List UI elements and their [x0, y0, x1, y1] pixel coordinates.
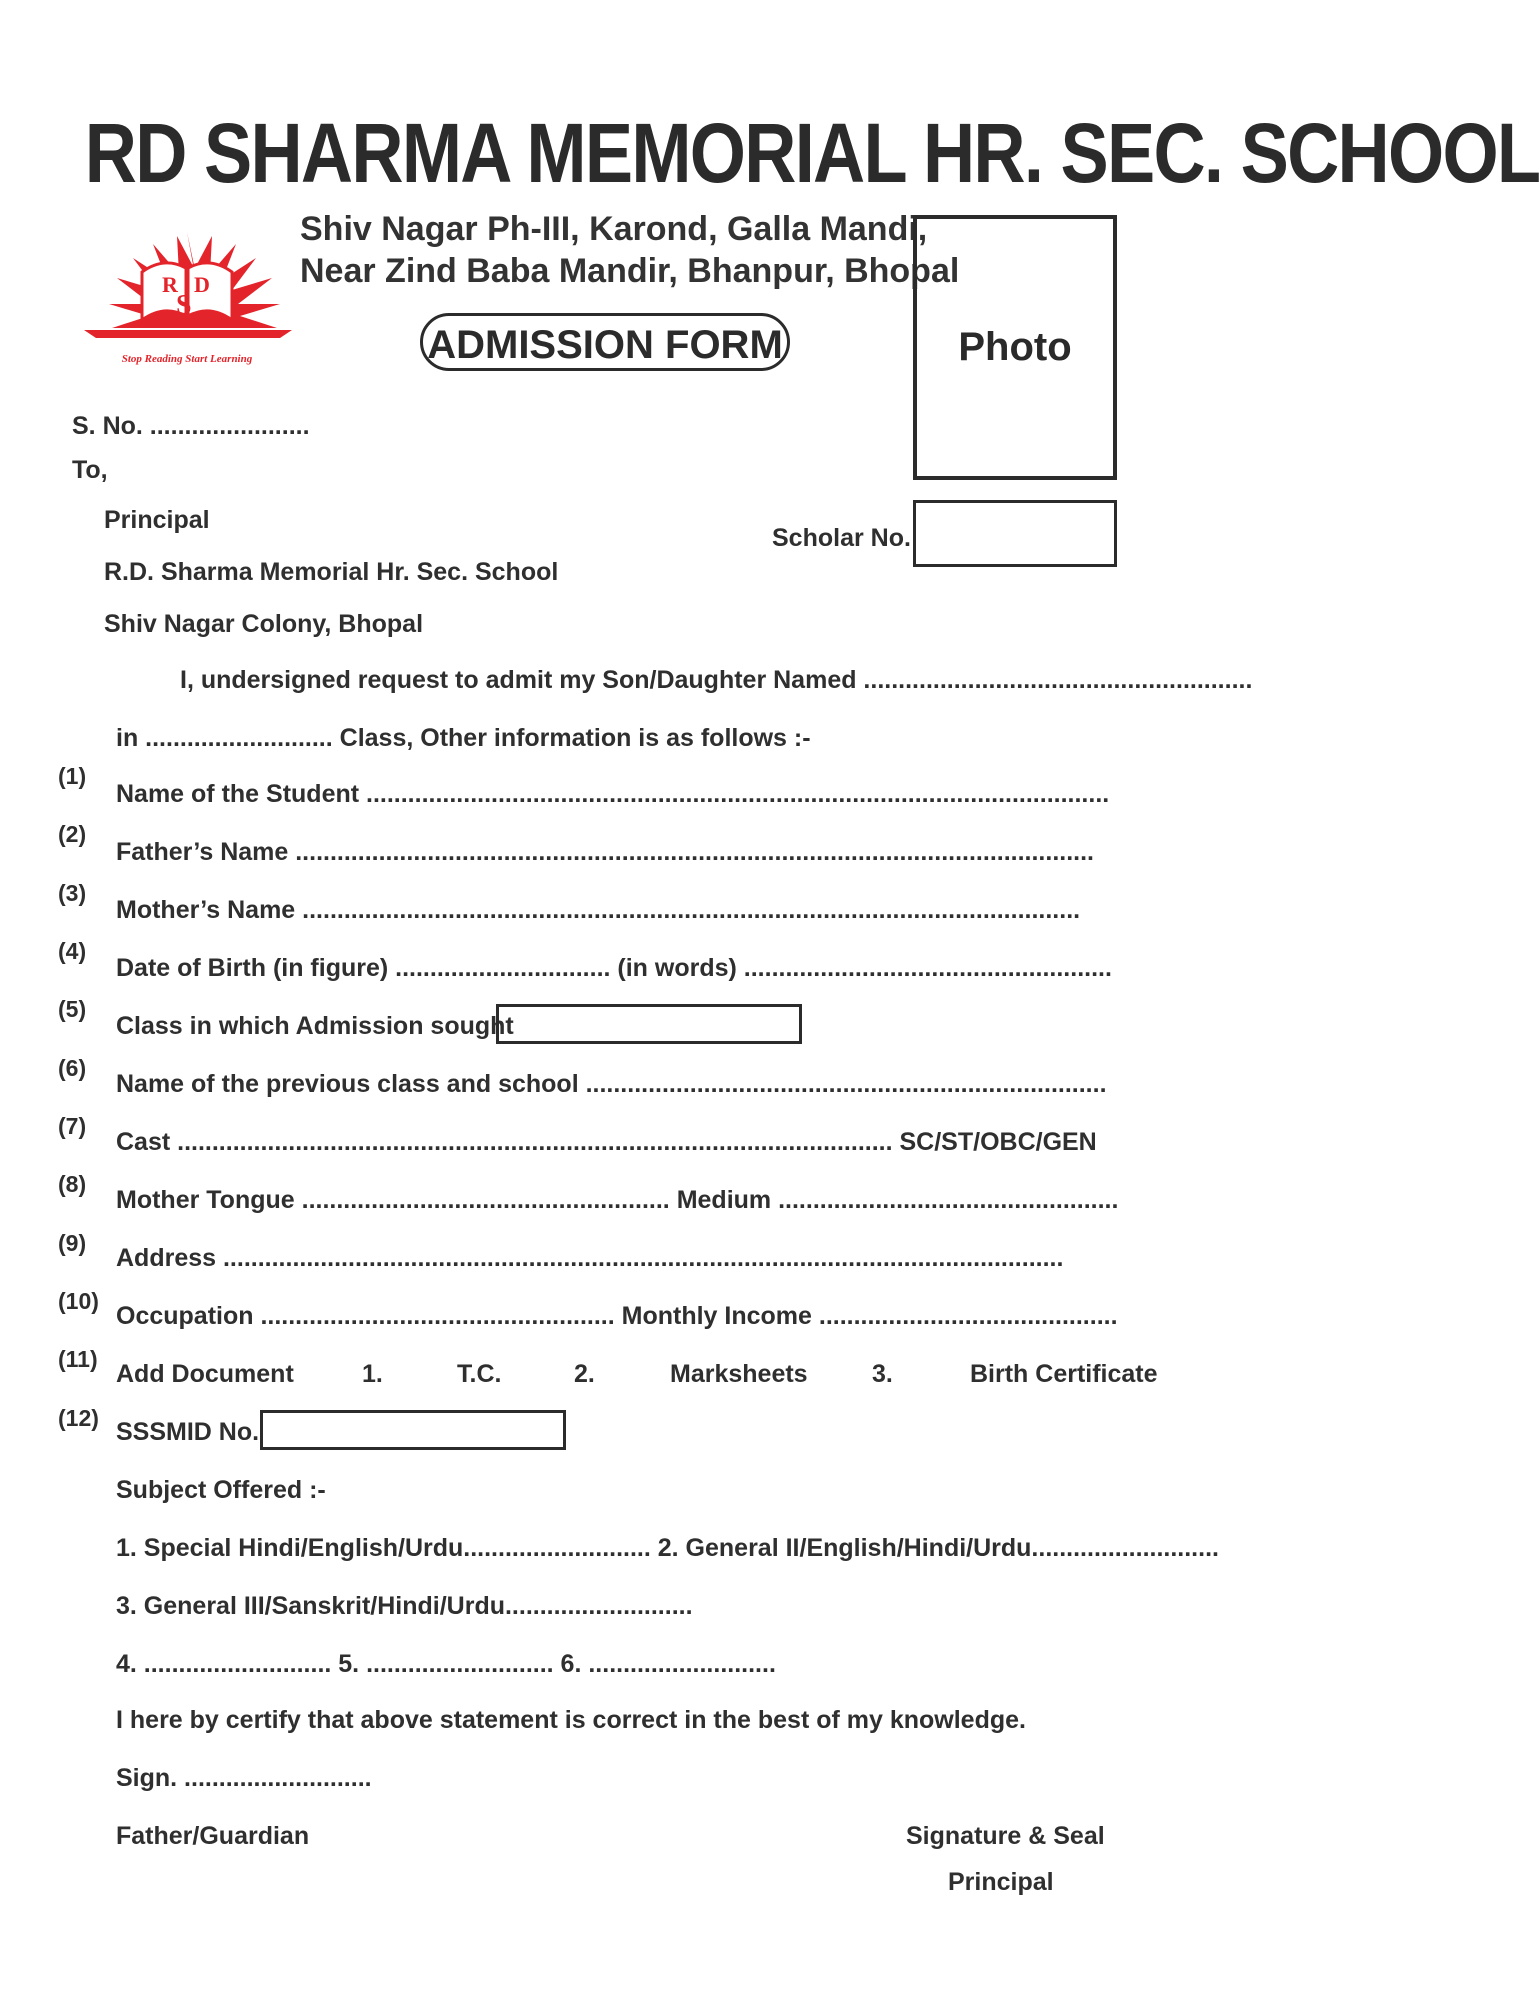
sssmid-label: SSSMID No.: [116, 1418, 260, 1446]
document-number: 3.: [872, 1360, 893, 1388]
scholar-no-label: Scholar No.: [772, 524, 911, 552]
signature-seal-label: Signature & Seal: [906, 1822, 1105, 1850]
item-number: (3): [58, 880, 87, 906]
item-number: (5): [58, 996, 87, 1022]
subject-line-2[interactable]: 3. General III/Sanskrit/Hindi/Urdu...........................: [116, 1592, 693, 1620]
svg-text:D: D: [194, 272, 210, 297]
date-of-birth-field[interactable]: Date of Birth (in figure) ............................... (in words) .....................................................: [116, 954, 1112, 982]
item-number: (1): [58, 763, 87, 789]
recipient-line-2: R.D. Sharma Memorial Hr. Sec. School: [104, 558, 559, 586]
item-number: (8): [58, 1171, 87, 1197]
subject-line-3[interactable]: 4. ........................... 5. ........................... 6. ...........................: [116, 1650, 776, 1678]
item-number: (2): [58, 821, 87, 847]
document-number: 1.: [362, 1360, 383, 1388]
scholar-no-box[interactable]: [913, 500, 1117, 567]
serial-number: S. No. .......................: [72, 412, 310, 440]
form-title: ADMISSION FORM: [420, 313, 790, 371]
item-number: (6): [58, 1055, 87, 1081]
sssmid-box[interactable]: [260, 1410, 566, 1450]
occupation-field[interactable]: Occupation ................................................... Monthly Income ...........................................: [116, 1302, 1118, 1330]
item-number: (10): [58, 1288, 99, 1314]
sign-field[interactable]: Sign. ...........................: [116, 1764, 372, 1792]
mother-name-field[interactable]: Mother’s Name ................................................................................................................: [116, 896, 1081, 924]
address-line-1: Shiv Nagar Ph-III, Karond, Galla Mandi,: [300, 210, 928, 248]
mother-tongue-field[interactable]: Mother Tongue ..................................................... Medium .................................................: [116, 1186, 1119, 1214]
subjects-heading: Subject Offered :-: [116, 1476, 326, 1504]
previous-school-field[interactable]: Name of the previous class and school ...........................................................................: [116, 1070, 1107, 1098]
item-number: (11): [58, 1346, 98, 1372]
student-name-field[interactable]: Name of the Student ...........................................................................................................: [116, 780, 1110, 808]
address-field[interactable]: Address .........................................................................................................................: [116, 1244, 1064, 1272]
father-guardian-label: Father/Guardian: [116, 1822, 310, 1850]
class-admission-box[interactable]: [496, 1004, 802, 1044]
principal-label: Principal: [948, 1868, 1054, 1896]
certification-statement: I here by certify that above statement is correct in the best of my knowledge.: [116, 1706, 1026, 1734]
to-label: To,: [72, 456, 108, 484]
document-number: 2.: [574, 1360, 595, 1388]
document-birth-certificate: Birth Certificate: [970, 1360, 1158, 1388]
recipient-line-3: Shiv Nagar Colony, Bhopal: [104, 610, 424, 638]
cast-field[interactable]: Cast ....................................................................................................... SC/ST/OBC/GEN: [116, 1128, 1097, 1156]
svg-text:Stop Reading Start Learning: Stop Reading Start Learning: [121, 353, 253, 365]
subject-line-1[interactable]: 1. Special Hindi/English/Urdu........................... 2. General II/English/Hindi/Urdu...........................: [116, 1534, 1219, 1562]
svg-text:R: R: [162, 272, 178, 297]
recipient-line-1: Principal: [104, 506, 210, 534]
add-document-label: Add Document: [116, 1360, 294, 1388]
item-number: (12): [58, 1405, 99, 1431]
request-line-1: I, undersigned request to admit my Son/Daughter Named ........................................................: [180, 666, 1253, 694]
document-tc: T.C.: [457, 1360, 502, 1388]
item-number: (7): [58, 1113, 87, 1139]
class-admission-label: Class in which Admission sought: [116, 1012, 514, 1040]
father-name-field[interactable]: Father’s Name ...................................................................................................................: [116, 838, 1095, 866]
item-number: (9): [58, 1230, 87, 1256]
address-line-2: Near Zind Baba Mandir, Bhanpur, Bhopal: [300, 252, 960, 290]
svg-text:S: S: [176, 290, 192, 321]
item-number: (4): [58, 938, 87, 964]
photo-box[interactable]: Photo: [913, 215, 1117, 480]
document-marksheets: Marksheets: [670, 1360, 808, 1388]
request-line-2: in ........................... Class, Other information is as follows :-: [116, 724, 811, 752]
school-logo: [72, 212, 302, 372]
school-name: RD SHARMA MEMORIAL HR. SEC. SCHOOL: [84, 106, 1539, 200]
